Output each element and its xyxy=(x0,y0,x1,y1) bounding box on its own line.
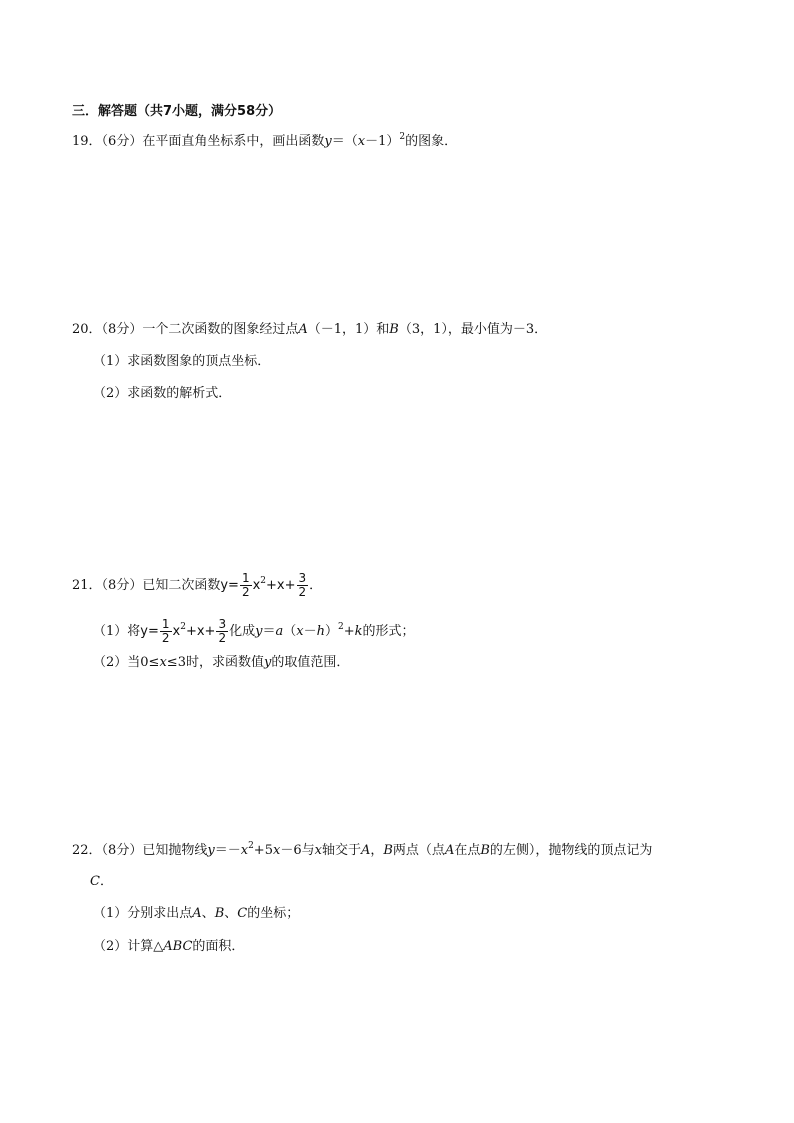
period: ． xyxy=(309,578,323,593)
sub-label: （1）将 xyxy=(93,624,141,639)
var-x: x xyxy=(159,655,167,670)
equals: ＝（ xyxy=(331,134,358,149)
exponent: 2 xyxy=(248,841,254,851)
question-22-sub-2 xyxy=(93,938,244,956)
left-side-text: 的左侧），抛物线的顶点记为 xyxy=(489,843,653,858)
question-19 xyxy=(72,133,457,151)
question-20-text: 一个二次函数的图象经过点 xyxy=(142,322,299,337)
y-equals: y= xyxy=(140,624,159,639)
sub-label: （2）计算△ xyxy=(93,939,164,954)
sub-tail: 的形式； xyxy=(362,624,415,639)
question-20-number: 20．（8分） xyxy=(72,322,143,337)
question-20 xyxy=(72,321,547,339)
fraction-denominator: 2 xyxy=(161,631,170,645)
fraction-numerator: 3 xyxy=(218,617,227,631)
exponent: 2 xyxy=(399,132,406,142)
var-y: y xyxy=(255,624,263,639)
separator: 、 xyxy=(201,906,215,921)
exponent: 2 xyxy=(260,576,267,586)
var-y: y xyxy=(263,655,272,670)
question-19-number: 19．（6分） xyxy=(72,134,143,149)
section-title: 三．解答题（共7小题，满分58分） xyxy=(72,104,282,119)
point-c: C xyxy=(90,874,100,889)
minus-six: －6与 xyxy=(280,843,315,858)
range-end: ≤3时，求函数值 xyxy=(166,655,264,670)
range-start: 0≤ xyxy=(140,655,160,670)
var-x: x xyxy=(314,843,322,858)
sub-tail: 的坐标； xyxy=(247,906,300,921)
point-b: B xyxy=(214,906,225,921)
triangle-abc: ABC xyxy=(163,939,193,954)
question-22-sub-1 xyxy=(93,905,299,923)
separator: 、 xyxy=(224,906,238,921)
question-19-tail: 的图象． xyxy=(405,134,458,149)
exponent: 2 xyxy=(338,622,344,632)
fraction-three-halves xyxy=(297,572,309,599)
sub-tail: 的面积． xyxy=(192,939,245,954)
fraction-numerator: 1 xyxy=(161,617,170,631)
question-21-sub-1 xyxy=(93,618,415,645)
sub-label: （2）当 xyxy=(93,655,141,670)
plus: + xyxy=(343,624,355,639)
change-to: 化成 xyxy=(229,624,256,639)
point-a: A xyxy=(192,906,202,921)
var-h: h xyxy=(316,624,325,639)
question-21-number: 21．（8分） xyxy=(72,578,143,593)
fraction-half xyxy=(240,572,252,599)
var-x: x xyxy=(272,843,281,858)
plus-x: +x+ xyxy=(185,624,216,639)
y-equals: y= xyxy=(220,578,239,593)
func-rest: －1） xyxy=(365,134,400,149)
period: ． xyxy=(99,874,113,889)
point-b: B xyxy=(383,843,393,858)
fraction-numerator: 3 xyxy=(298,571,307,585)
fraction-half xyxy=(160,618,172,645)
sub-label: （1）分别求出点 xyxy=(93,906,193,921)
var-x: x xyxy=(240,843,249,858)
var-y: y xyxy=(207,843,215,858)
plus-five: +5 xyxy=(253,843,273,858)
question-20-sub-2: （2）求函数的解析式． xyxy=(93,386,232,401)
question-22 xyxy=(72,842,652,860)
var-x: x xyxy=(357,134,366,149)
fraction-three-halves xyxy=(216,618,228,645)
question-19-text: 在平面直角坐标系中，画出函数 xyxy=(142,134,325,149)
point-a: A xyxy=(298,322,308,337)
var-x: x xyxy=(296,624,304,639)
at-point: 在点 xyxy=(454,843,481,858)
point-c: C xyxy=(237,906,248,921)
point-b: B xyxy=(480,843,490,858)
var-a: a xyxy=(275,624,284,639)
point-b: B xyxy=(389,322,399,337)
question-22-text: 已知抛物线 xyxy=(142,843,208,858)
question-21-text: 已知二次函数 xyxy=(142,578,221,593)
point-a: A xyxy=(444,843,455,858)
paren-open: （ xyxy=(283,624,297,639)
question-20-sub-1: （1）求函数图象的顶点坐标． xyxy=(93,354,271,369)
exponent: 2 xyxy=(180,622,186,632)
minus: － xyxy=(303,624,317,639)
plus-x: +x+ xyxy=(266,578,296,593)
question-21-sub-2 xyxy=(93,654,349,672)
two-points: 两点（点 xyxy=(392,843,445,858)
point-a-coords: （－1，1）和 xyxy=(307,322,390,337)
paren-close: ） xyxy=(324,624,338,639)
var-y: y xyxy=(324,134,332,149)
axis-text: 轴交于 xyxy=(321,843,361,858)
point-b-coords: （3，1），最小值为－3． xyxy=(398,322,548,337)
equals-minus: ＝－ xyxy=(214,843,241,858)
question-21 xyxy=(72,572,322,599)
sub-tail: 的取值范围． xyxy=(271,655,350,670)
fraction-denominator: 2 xyxy=(241,585,250,599)
var-x: x xyxy=(252,578,261,593)
question-22-number: 22．（8分） xyxy=(72,843,143,858)
var-x: x xyxy=(172,624,181,639)
point-a: A xyxy=(360,843,371,858)
equals: ＝ xyxy=(262,624,276,639)
question-22-continuation xyxy=(90,873,113,891)
fraction-numerator: 1 xyxy=(241,571,250,585)
comma: ， xyxy=(370,843,384,858)
fraction-denominator: 2 xyxy=(298,585,307,599)
fraction-denominator: 2 xyxy=(218,631,227,645)
var-k: k xyxy=(354,624,363,639)
